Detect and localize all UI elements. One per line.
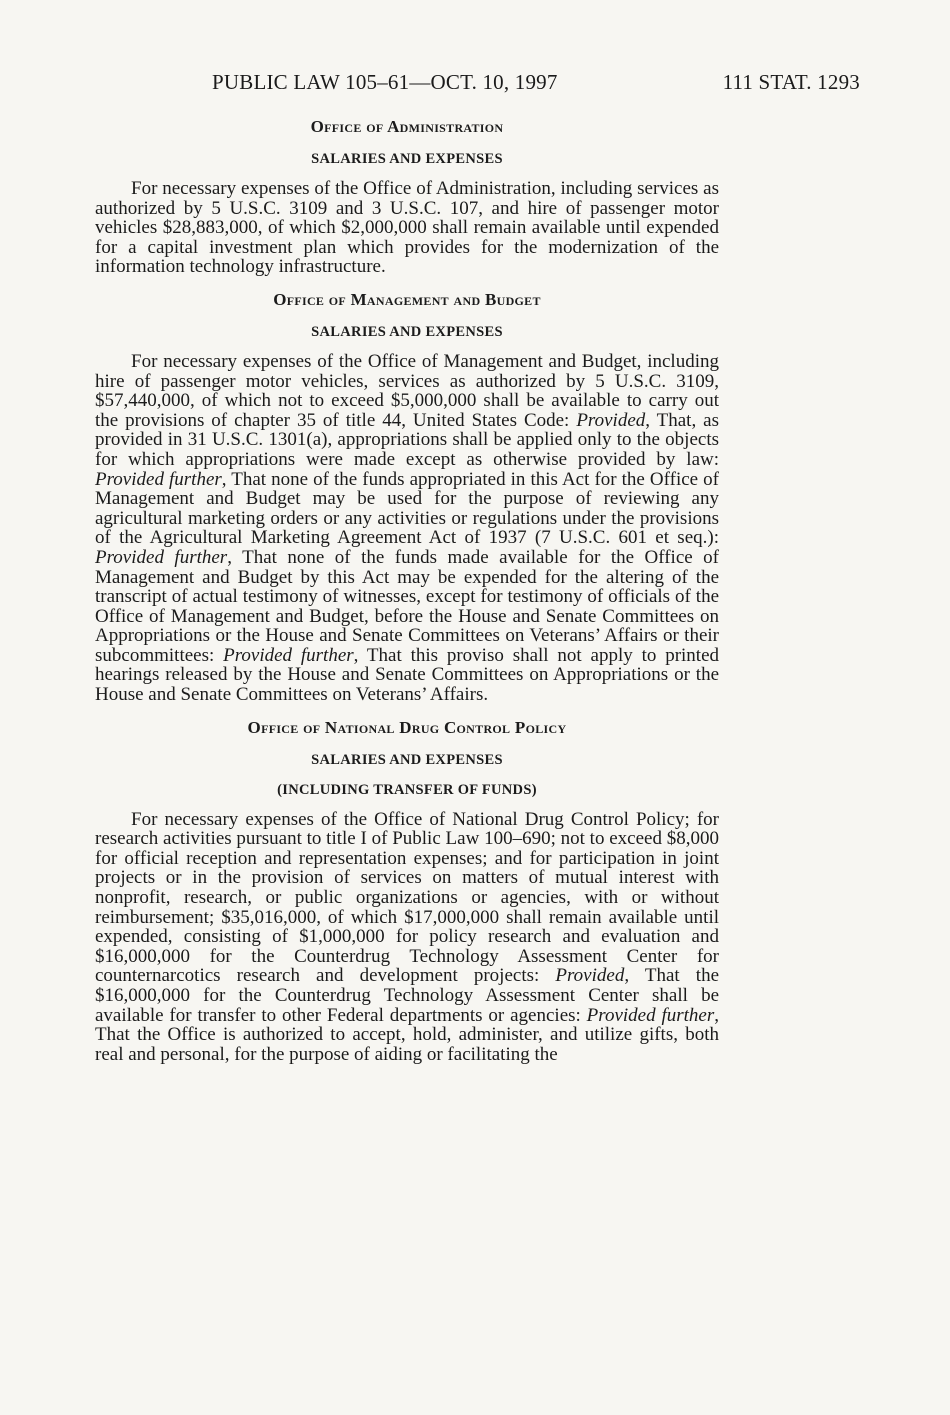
office-heading: Office of Administration — [310, 117, 504, 136]
paragraph — [95, 810, 719, 1065]
text-run: For necessary expenses of the Office of National Drug Control Policy; for research activities pursuant to title I of Public Law 100–690; not to exceed $8,000 for official reception and representation expenses; and for participation in joint projects or in the provision of services on matters of mutual interest with nonprofit, research, or public organizations or agencies, with or without reimbursement; $35,016,000, of which $17,000,000 shall remain available until expended, consisting of $1,000,000 for policy research and evaluation and $16,000,000 for the Counterdrug Technology Assessment Center for counternarcotics research and development projects: — [95, 808, 719, 987]
sub-heading: SALARIES AND EXPENSES — [311, 751, 503, 768]
text-run: , That the Office is authorized to accept, hold, administer, and utilize gifts, both real and personal, for the purpose of aiding or facilitating the — [95, 1004, 720, 1065]
text-run: , That this proviso shall not apply to printed hearings released by the House and Senate Committees on Appropriations or the House and Senate Committees on Veterans’ Affairs. — [95, 644, 720, 706]
proviso-italic: Provided further — [586, 1004, 715, 1026]
statute-citation: 111 STAT. 1293 — [722, 70, 860, 94]
sub-heading: SALARIES AND EXPENSES — [311, 323, 503, 340]
document-body — [95, 115, 719, 1064]
office-heading: Office of Management and Budget — [273, 289, 541, 309]
proviso-italic: Provided further — [95, 546, 228, 568]
text-run: For necessary expenses of the Office of Management and Budget, including hire of passenger motor vehicles, services as authorized by 5 U.S.C. 3109, $57,440,000, of which not to exceed $5,000,000 shall be available to carry out the provisions of chapter 35 of title 44, United States Code: — [95, 350, 719, 431]
page-header — [212, 70, 860, 100]
proviso-italic: Provided — [576, 409, 646, 431]
proviso-italic: Provided further — [95, 468, 222, 490]
paragraph: For necessary expenses of the Office of Administration, including services as authorized by 5 U.S.C. 3109 and 3 U.S.C. 107, and hire of passenger motor vehicles $28,883,000, of which $2,000,000 shall remain available until expended for a capital investment plan which provides for the modernization of the information technology infrastructure. — [95, 178, 719, 278]
text-run: , That, as provided in 31 U.S.C. 1301(a), appropriations shall be applied only to the objects for which appropriations were made except as otherwise provided by law: — [95, 409, 719, 470]
sub-heading: SALARIES AND EXPENSES — [311, 151, 503, 167]
text-run: , That none of the funds made available for the Office of Management and Budget by this Act may be expended for the altering of the transcript of actual testimony of witnesses, except for testimony of officials of the Office of Management and Budget, before the House and Senate Committees on Appropriations or the House and Senate Committees on Veterans’ Affairs or their subcommittees: — [95, 546, 719, 666]
office-heading: Office of National Drug Control Policy — [247, 717, 567, 737]
paragraph — [95, 352, 719, 705]
sub-heading: (INCLUDING TRANSFER OF FUNDS) — [277, 781, 537, 798]
text-run: , That the $16,000,000 for the Counterdrug Technology Assessment Center shall be available for transfer to other Federal departments or agencies: — [95, 965, 720, 1026]
proviso-italic: Provided — [555, 965, 625, 987]
text-run: , That none of the funds appropriated in this Act for the Office of Management and Budget may be used for the purpose of reviewing any agricultural marketing orders or any activities or regulations under the provisions of the Agricultural Marketing Agreement Act of 1937 (7 U.S.C. 601 et seq.): — [95, 468, 719, 549]
law-title: PUBLIC LAW 105–61—OCT. 10, 1997 — [212, 70, 558, 94]
proviso-italic: Provided further — [223, 644, 354, 666]
